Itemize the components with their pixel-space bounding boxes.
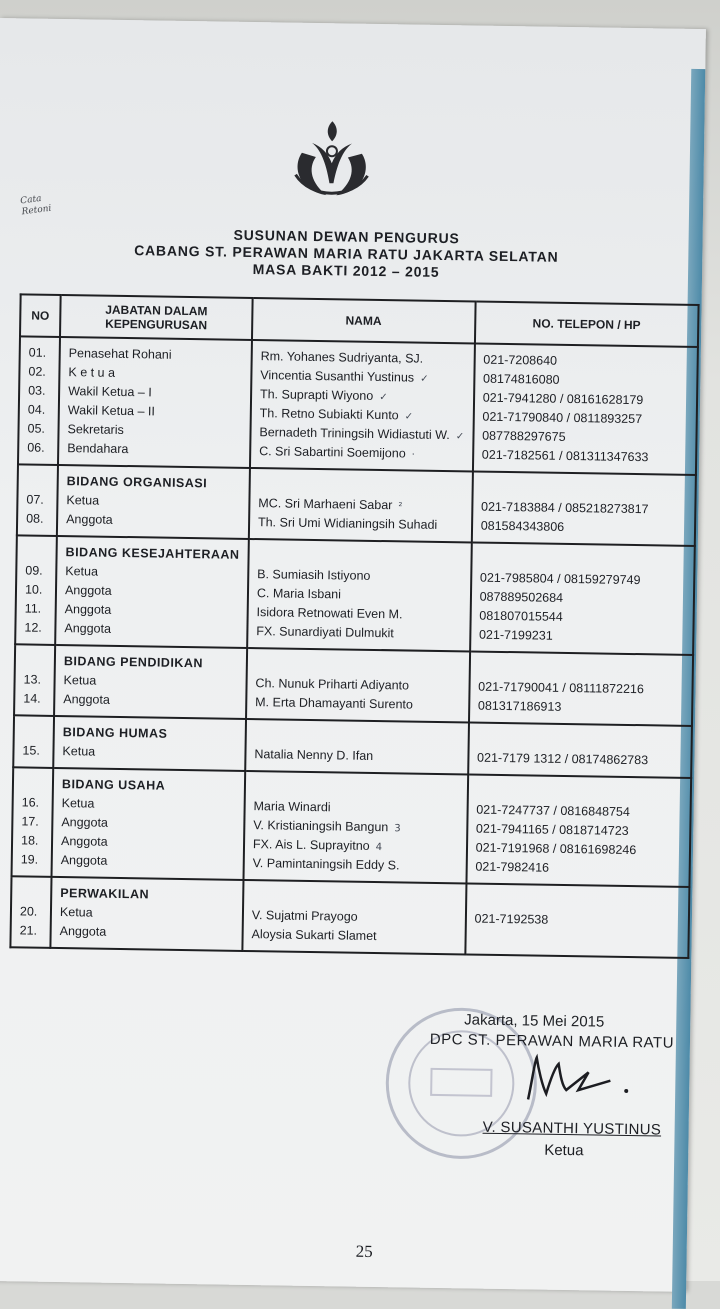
cell-no bbox=[17, 464, 58, 536]
row-nama-with-mark bbox=[259, 442, 464, 464]
row-nama: C. Maria Isbani bbox=[256, 586, 342, 602]
row-nama: Th. Suprapti Wiyono bbox=[259, 387, 374, 403]
row-jabatan: Anggota bbox=[59, 924, 107, 939]
cell-jab bbox=[57, 465, 250, 539]
header-telepon: NO. TELEPON / HP bbox=[475, 302, 699, 348]
group-heading: BIDANG KESEJAHTERAAN bbox=[65, 545, 240, 562]
handwritten-check-mark: ✓ bbox=[420, 373, 429, 385]
row-number: 16. bbox=[21, 795, 40, 810]
header-no: NO bbox=[20, 294, 61, 337]
row-jabatan: Ketua bbox=[66, 493, 100, 508]
cell-jab bbox=[58, 337, 252, 468]
row-jabatan: Wakil Ketua – I bbox=[68, 384, 152, 400]
row-number: 04. bbox=[27, 402, 46, 417]
cell-tel bbox=[473, 343, 698, 474]
spacer bbox=[22, 774, 44, 793]
row-nama: V. Pamintaningsih Eddy S. bbox=[252, 856, 400, 873]
row-number: 01. bbox=[28, 345, 47, 360]
cell-jab bbox=[55, 536, 249, 648]
cell-nama bbox=[249, 468, 473, 542]
handwritten-note bbox=[20, 193, 52, 219]
cell-tel bbox=[468, 722, 692, 778]
row-telepon: 021-7192538 bbox=[474, 911, 549, 927]
row-jabatan: Bendahara bbox=[67, 441, 129, 457]
row-telepon: 021-7247737 / 0816848754 bbox=[476, 802, 631, 819]
cell-tel bbox=[470, 542, 695, 654]
row-number: 07. bbox=[26, 492, 44, 507]
row-nama: Ch. Nunuk Priharti Adiyanto bbox=[255, 676, 410, 693]
cell-no bbox=[18, 336, 60, 465]
cell-jab bbox=[53, 716, 246, 771]
row-nama: V. Sujatmi Prayogo bbox=[251, 908, 358, 924]
row-jabatan: K e t u a bbox=[68, 365, 116, 380]
row-telepon: 021-7941280 / 08161628179 bbox=[482, 390, 644, 408]
row-number: 14. bbox=[23, 691, 41, 706]
title-line-3: MASA BAKTI 2012 – 2015 bbox=[252, 261, 440, 280]
row-jabatan: Anggota bbox=[61, 815, 109, 830]
spacer bbox=[25, 542, 47, 561]
row-nama: Vincentia Susanthi Yustinus bbox=[260, 368, 415, 385]
row-number: 08. bbox=[26, 511, 44, 526]
row-nama: Natalia Nenny D. Ifan bbox=[254, 747, 374, 763]
row-jabatan: Penasehat Rohani bbox=[68, 346, 172, 362]
group-heading: PERWAKILAN bbox=[60, 886, 150, 902]
row-number: 20. bbox=[19, 904, 38, 919]
row-jabatan: Wakil Ketua – II bbox=[67, 403, 156, 419]
row-number: 05. bbox=[27, 421, 46, 436]
row-telepon: 081807015544 bbox=[479, 608, 563, 624]
row-telepon: 021-7208640 bbox=[483, 352, 558, 368]
header-jabatan: JABATAN DALAM KEPENGURUSAN bbox=[60, 295, 253, 340]
table-group-row bbox=[17, 464, 696, 546]
cell-no bbox=[15, 535, 57, 645]
row-number: 12. bbox=[24, 620, 42, 635]
row-nama: V. Kristianingsih Bangun bbox=[253, 818, 389, 835]
row-jabatan: Anggota bbox=[63, 692, 110, 707]
document-page bbox=[0, 18, 706, 1292]
table-group-row bbox=[18, 336, 698, 475]
row-nama: Th. Sri Umi Widianingsih Suhadi bbox=[257, 515, 438, 532]
handwritten-check-mark: 4 bbox=[375, 842, 383, 854]
cell-nama bbox=[245, 719, 469, 774]
table-group-row bbox=[10, 876, 689, 958]
table-group-row bbox=[12, 767, 692, 887]
signature-block bbox=[414, 1010, 675, 1160]
row-number: 10. bbox=[24, 582, 43, 597]
row-number: 21. bbox=[19, 923, 38, 938]
row-number: 15. bbox=[22, 743, 40, 758]
row-telepon: 021-7982416 bbox=[475, 859, 550, 875]
cell-jab bbox=[52, 768, 246, 880]
cell-tel bbox=[469, 651, 693, 725]
row-telepon: 081317186913 bbox=[477, 698, 562, 714]
row-telepon: 021-7985804 / 08159279749 bbox=[479, 570, 641, 588]
spacer bbox=[24, 651, 46, 670]
document-title-block bbox=[0, 223, 697, 285]
row-nama: MC. Sri Marhaeni Sabar bbox=[258, 496, 393, 513]
cell-no bbox=[10, 876, 51, 948]
row-nama: Th. Retno Subiakti Kunto bbox=[259, 406, 399, 423]
note-line-1: Cata bbox=[19, 193, 43, 207]
handwritten-signature bbox=[518, 1049, 639, 1111]
row-number: 02. bbox=[28, 364, 46, 379]
row-number: 11. bbox=[24, 601, 42, 616]
row-nama: Aloysia Sukarti Slamet bbox=[251, 927, 377, 944]
row-jabatan: Anggota bbox=[64, 602, 112, 617]
row-jabatan: Anggota bbox=[64, 621, 112, 636]
spacer bbox=[20, 883, 42, 902]
row-number: 03. bbox=[28, 383, 46, 398]
row-nama: C. Sri Sabartini Soemijono bbox=[259, 444, 406, 461]
handwritten-check-mark: ✓ bbox=[455, 431, 465, 443]
row-jabatan: Ketua bbox=[62, 744, 96, 759]
row-telepon: 021-7179 1312 / 08174862783 bbox=[477, 750, 649, 768]
row-nama: Isidora Retnowati Even M. bbox=[256, 605, 403, 622]
row-number: 17. bbox=[21, 814, 39, 829]
row-telepon: 021-71790840 / 0811893257 bbox=[482, 409, 643, 427]
signatory-position: Ketua bbox=[544, 1141, 584, 1160]
row-telepon: 081584343806 bbox=[480, 518, 565, 534]
row-nama: M. Erta Dhamayanti Surento bbox=[255, 695, 414, 712]
cell-nama bbox=[242, 880, 466, 954]
cell-jab bbox=[50, 877, 243, 951]
cell-nama bbox=[250, 340, 475, 471]
table-body bbox=[10, 336, 698, 958]
row-number: 18. bbox=[20, 833, 39, 848]
row-telepon: 08174816080 bbox=[482, 371, 560, 387]
table-group-row bbox=[14, 644, 693, 726]
group-heading: BIDANG USAHA bbox=[61, 777, 166, 793]
title-line-1: SUSUNAN DEWAN PENGURUS bbox=[233, 226, 460, 247]
title-line-2: CABANG ST. PERAWAN MARIA RATU JAKARTA SELATAN bbox=[134, 242, 559, 265]
row-number: 13. bbox=[23, 672, 42, 687]
row-telepon: 087889502684 bbox=[479, 589, 564, 605]
row-number: 06. bbox=[27, 440, 45, 455]
cell-no bbox=[14, 644, 55, 716]
row-telepon: 021-7191968 / 08161698246 bbox=[475, 840, 637, 858]
signature-org: DPC ST. PERAWAN MARIA RATU bbox=[429, 1030, 675, 1052]
table-group-row bbox=[15, 535, 695, 655]
cell-nama bbox=[246, 648, 470, 722]
cell-tel bbox=[471, 471, 695, 545]
row-jabatan: Anggota bbox=[64, 583, 112, 598]
row-jabatan: Anggota bbox=[60, 853, 108, 868]
row-jabatan: Ketua bbox=[61, 796, 95, 811]
row-nama: FX. Sunardiyati Dulmukit bbox=[256, 624, 394, 641]
row-telepon: 021-7199231 bbox=[478, 627, 553, 643]
emblem-logo bbox=[281, 112, 382, 204]
row-jabatan: Ketua bbox=[59, 905, 93, 920]
cell-no bbox=[12, 767, 54, 877]
handwritten-check-mark: ✓ bbox=[404, 411, 414, 423]
row-telepon: 021-7183884 / 085218273817 bbox=[480, 499, 649, 517]
row-nama: Bernadeth Triningsih Widiastuti W. bbox=[259, 425, 450, 443]
row-telepon: 021-7182561 / 081311347633 bbox=[481, 447, 649, 465]
handwritten-check-mark: · bbox=[411, 449, 415, 461]
row-jabatan: Anggota bbox=[60, 834, 108, 849]
handwritten-check-mark: 3 bbox=[394, 823, 401, 835]
row-telepon: 087788297675 bbox=[482, 428, 566, 444]
cell-tel bbox=[465, 883, 689, 957]
row-nama: B. Sumiasih Istiyono bbox=[257, 567, 371, 583]
handwritten-check-mark: ✓ bbox=[379, 392, 388, 404]
place-date: Jakarta, 15 Mei 2015 bbox=[464, 1011, 605, 1031]
spacer bbox=[27, 471, 49, 490]
group-heading: BIDANG PENDIDIKAN bbox=[63, 654, 204, 671]
row-nama: Maria Winardi bbox=[253, 799, 331, 815]
row-number: 09. bbox=[25, 563, 43, 578]
organization-table bbox=[9, 293, 699, 959]
row-telepon bbox=[474, 929, 680, 951]
cell-nama bbox=[247, 539, 471, 651]
row-telepon: 021-71790041 / 08111872216 bbox=[478, 679, 644, 697]
row-number: 19. bbox=[20, 852, 39, 867]
group-heading: BIDANG ORGANISASI bbox=[66, 474, 208, 491]
cell-jab bbox=[54, 645, 247, 719]
row-jabatan: Ketua bbox=[63, 673, 97, 688]
signatory-name: V. SUSANTHI YUSTINUS bbox=[482, 1118, 662, 1139]
row-jabatan: Anggota bbox=[66, 512, 113, 527]
row-telepon: 021-7941165 / 0818714723 bbox=[475, 821, 629, 838]
note-line-2: Retoni bbox=[21, 203, 52, 218]
row-jabatan: Ketua bbox=[65, 564, 99, 579]
row-nama: Rm. Yohanes Sudriyanta, SJ. bbox=[260, 349, 424, 366]
spacer bbox=[23, 722, 45, 741]
row-nama: FX. Ais L. Suprayitno bbox=[252, 837, 370, 853]
page-number: 25 bbox=[355, 1241, 373, 1262]
header-nama: NAMA bbox=[252, 298, 475, 343]
cell-tel bbox=[466, 774, 691, 886]
cell-nama bbox=[243, 771, 467, 883]
handwritten-check-mark: ² bbox=[398, 501, 403, 513]
group-heading: BIDANG HUMAS bbox=[62, 725, 168, 741]
cell-no bbox=[13, 715, 54, 768]
row-jabatan: Sekretaris bbox=[67, 422, 124, 437]
